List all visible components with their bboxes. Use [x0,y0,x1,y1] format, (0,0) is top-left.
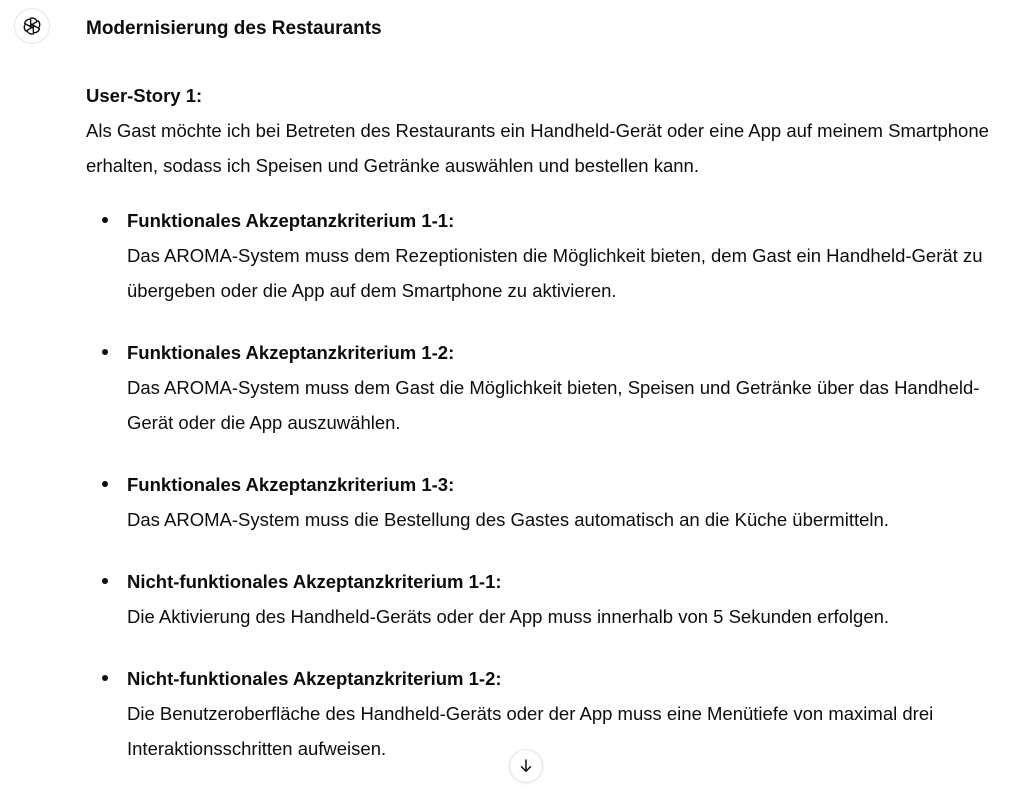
criterion-text: Das AROMA-System muss die Bestellung des Gastes automatisch an die Küche übermitteln. [127,509,889,530]
criterion-text: Die Aktivierung des Handheld-Geräts oder der App muss innerhalb von 5 Sekunden erfolgen. [127,606,890,627]
list-item [127,467,1016,537]
criteria-list [86,203,1016,766]
criterion-text: Das AROMA-System muss dem Rezeptionisten die Möglichkeit bieten, dem Gast ein Handheld-Gerät zu übergeben oder die App auf dem Smartphone zu aktivieren. [127,245,983,301]
arrow-down-icon [517,757,535,775]
criterion-text: Das AROMA-System muss dem Gast die Möglichkeit bieten, Speisen und Getränke über das Handheld-Gerät oder die App auszuwählen. [127,377,980,433]
openai-logo-icon [21,15,43,37]
criterion-label: Funktionales Akzeptanzkriterium 1-3: [127,474,455,495]
list-item [127,335,1016,440]
message-content [86,78,1016,793]
criterion-label: Funktionales Akzeptanzkriterium 1-1: [127,210,455,231]
list-item [127,661,1016,766]
criterion-label: Nicht-funktionales Akzeptanzkriterium 1-2: [127,668,502,689]
list-item [127,564,1016,634]
scroll-down-button[interactable] [509,749,543,783]
criterion-text: Die Benutzeroberfläche des Handheld-Geräts oder der App muss eine Menütiefe von maximal drei Interaktionsschritten aufweisen. [127,703,934,759]
criterion-label: Nicht-funktionales Akzeptanzkriterium 1-1: [127,571,502,592]
list-item [127,203,1016,308]
user-story-text: Als Gast möchte ich bei Betreten des Restaurants ein Handheld-Gerät oder eine App auf meinem Smartphone erhalten, sodass ich Speisen und Getränke auswählen und bestellen kann. [86,120,989,176]
criterion-label: Funktionales Akzeptanzkriterium 1-2: [127,342,455,363]
assistant-avatar [14,8,50,44]
user-story-heading: User-Story 1: [86,85,203,106]
message-title: Modernisierung des Restaurants [86,18,382,39]
